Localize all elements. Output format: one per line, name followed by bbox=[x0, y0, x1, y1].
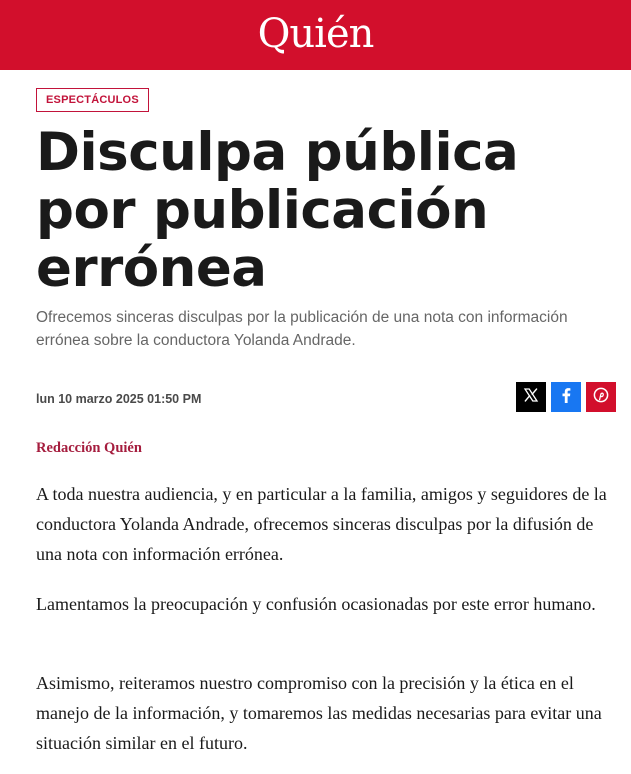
article-paragraph: A toda nuestra audiencia, y en particular a la familia, amigos y seguidores de la conductora Yolanda Andrade, ofrecemos sinceras disculpas por la difusión de una nota con información errónea. bbox=[36, 484, 607, 564]
publish-date: lun 10 marzo 2025 01:50 PM bbox=[36, 392, 202, 406]
share-pinterest-button[interactable] bbox=[586, 382, 616, 412]
share-facebook-button[interactable] bbox=[551, 382, 581, 412]
article-paragraph: Lamentamos la preocupación y confusión ocasionadas por este error humano. bbox=[36, 594, 596, 614]
author-link[interactable]: Redacción Quién bbox=[36, 440, 142, 456]
facebook-icon bbox=[559, 387, 573, 408]
section-badge[interactable]: ESPECTÁCULOS bbox=[36, 88, 149, 112]
x-icon bbox=[523, 387, 539, 408]
article-paragraph: Asimismo, reiteramos nuestro compromiso con la precisión y la ética en el manejo de la información, y tomaremos las medidas necesarias para evitar una situación similar en el futuro. bbox=[36, 673, 602, 753]
site-header bbox=[0, 0, 631, 70]
site-logo[interactable]: Quién bbox=[257, 11, 374, 57]
share-x-button[interactable] bbox=[516, 382, 546, 412]
pinterest-icon bbox=[593, 387, 609, 408]
article-title: Disculpa pública por publicación errónea bbox=[36, 122, 519, 299]
article-subtitle: Ofrecemos sinceras disculpas por la publicación de una nota con información errónea sobre la conductora Yolanda Andrade. bbox=[36, 309, 568, 349]
